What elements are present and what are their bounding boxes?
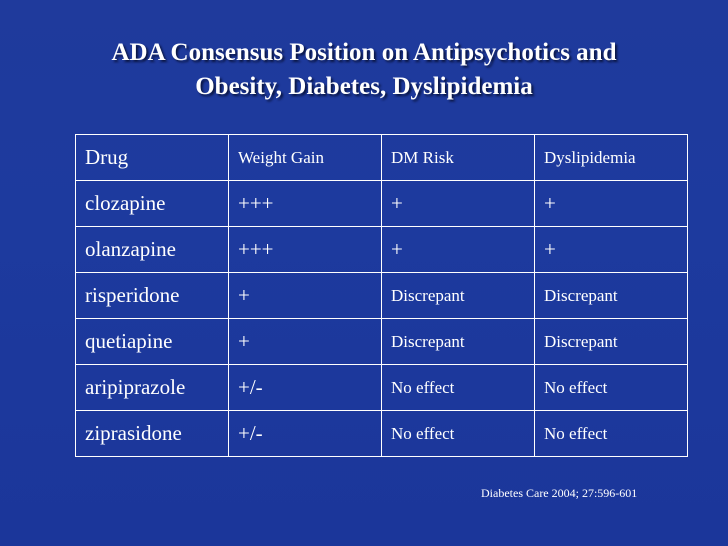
cell-dm-risk: No effect	[382, 365, 535, 411]
cell-drug: ziprasidone	[76, 411, 229, 457]
cell-dm-risk: No effect	[382, 411, 535, 457]
cell-drug: quetiapine	[76, 319, 229, 365]
cell-drug: olanzapine	[76, 227, 229, 273]
cell-dyslipidemia: Discrepant	[535, 273, 688, 319]
cell-dyslipidemia: Discrepant	[535, 319, 688, 365]
cell-dyslipidemia: +	[535, 227, 688, 273]
table-header-row	[76, 135, 688, 181]
slide-title-line-2: Obesity, Diabetes, Dyslipidemia	[195, 73, 533, 100]
cell-drug: risperidone	[76, 273, 229, 319]
table-row	[76, 365, 688, 411]
cell-weight-gain: +	[229, 319, 382, 365]
table-row	[76, 411, 688, 457]
table-row	[76, 319, 688, 365]
header-weight-gain: Weight Gain	[229, 135, 382, 181]
cell-drug: aripiprazole	[76, 365, 229, 411]
table-row	[76, 181, 688, 227]
cell-dm-risk: +	[382, 181, 535, 227]
table-row	[76, 273, 688, 319]
cell-dm-risk: +	[382, 227, 535, 273]
cell-weight-gain: +++	[229, 227, 382, 273]
cell-dm-risk: Discrepant	[382, 319, 535, 365]
header-dyslipidemia: Dyslipidemia	[535, 135, 688, 181]
drug-effects-table	[75, 134, 688, 457]
cell-weight-gain: +/-	[229, 365, 382, 411]
cell-weight-gain: +++	[229, 181, 382, 227]
cell-dm-risk: Discrepant	[382, 273, 535, 319]
table-row	[76, 227, 688, 273]
slide-title-line-1: ADA Consensus Position on Antipsychotics and	[111, 39, 617, 66]
drug-table-container	[75, 134, 688, 457]
cell-dyslipidemia: No effect	[535, 411, 688, 457]
citation: Diabetes Care 2004; 27:596-601	[481, 486, 638, 500]
header-drug: Drug	[76, 135, 229, 181]
cell-weight-gain: +/-	[229, 411, 382, 457]
cell-weight-gain: +	[229, 273, 382, 319]
cell-dyslipidemia: +	[535, 181, 688, 227]
cell-dyslipidemia: No effect	[535, 365, 688, 411]
slide-title	[0, 36, 728, 104]
cell-drug: clozapine	[76, 181, 229, 227]
header-dm-risk: DM Risk	[382, 135, 535, 181]
